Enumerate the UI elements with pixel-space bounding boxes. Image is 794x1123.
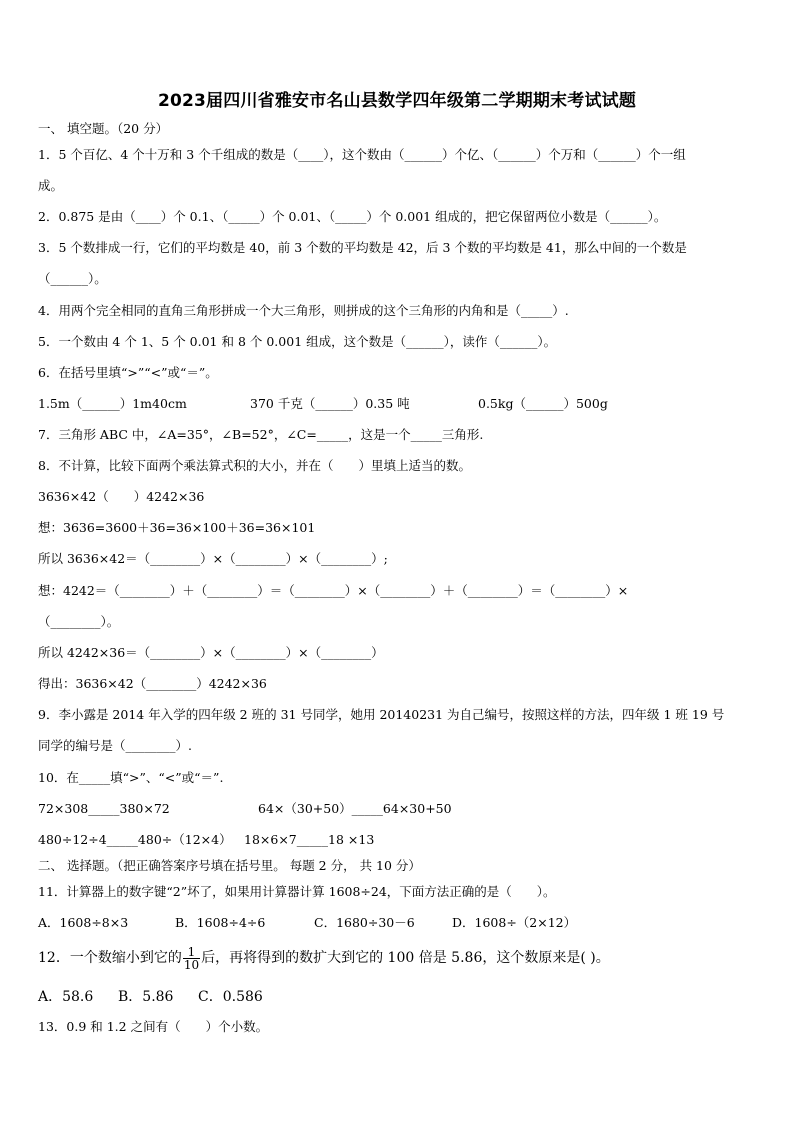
question-1-line-1: 1．5 个百亿、4 个十万和 3 个千组成的数是（____），这个数由（______）个亿、（______）个万和（______）个一组 [38,147,686,162]
question-10-item-4: 18×6×7_____18 ×13 [244,832,375,847]
question-4: 4．用两个完全相同的直角三角形拼成一个大三角形，则拼成的这个三角形的内角和是（_____）. [38,303,569,318]
question-10-item-1: 72×308_____380×72 [38,801,170,816]
question-6: 6．在括号里填“>”“<”或“＝”。 [38,365,218,380]
question-10-item-2: 64×（30+50）_____64×30+50 [258,801,452,816]
question-11-option-a: A．1608÷8×3 [38,915,129,930]
question-8-line-6: 所以 4242×36＝（________）×（________）×（________） [38,645,384,660]
question-11-option-c: C．1680÷30－6 [314,915,415,930]
question-11-option-d: D．1608÷（2×12） [452,915,577,930]
fraction-one-tenth [183,946,200,971]
question-7: 7．三角形 ABC 中，∠A=35°，∠B=52°，∠C=_____，这是一个_____三角形. [38,427,484,442]
question-1-line-2: 成。 [38,178,64,193]
question-9-line-1: 9．李小露是 2014 年入学的四年级 2 班的 31 号同学，她用 20140231 为自己编号，按照这样的方法，四年级 1 班 19 号 [38,707,725,722]
fraction-numerator: 1 [183,946,200,959]
question-11: 11．计算器上的数字键“2”坏了，如果用计算器计算 1608÷24，下面方法正确的是（ ）。 [38,884,556,899]
question-11-option-b: B．1608÷4÷6 [175,915,266,930]
question-12-option-c: C．0.586 [198,989,263,1005]
question-10: 10．在_____填“>”、“<”或“＝”. [38,770,224,785]
question-3-line-2: （______）。 [38,271,107,286]
section-heading-multiple-choice: 二、 选择题。（把正确答案序号填在括号里。 每题 2 分， 共 10 分） [38,858,421,873]
question-5: 5．一个数由 4 个 1、5 个 0.01 和 8 个 0.001 组成，这个数是（______），读作（______）。 [38,334,557,349]
question-9-line-2: 同学的编号是（________）. [38,738,192,753]
question-12-option-a: A．58.6 [38,989,94,1005]
question-10-item-3: 480÷12÷4_____480÷（12×4） [38,832,232,847]
question-12 [38,943,610,973]
question-2: 2．0.875 是由（____）个 0.1、（_____）个 0.01、（_____）个 0.001 组成的，把它保留两位小数是（______）。 [38,209,667,224]
question-6-item-1: 1.5m（______）1m40cm [38,396,187,411]
question-8-line-3: 所以 3636×42＝（________）×（________）×（________）; [38,551,388,566]
question-12-option-b: B．5.86 [118,989,174,1005]
question-3-line-1: 3．5 个数排成一行，它们的平均数是 40，前 3 个数的平均数是 42，后 3 个数的平均数是 41，那么中间的一个数是 [38,240,687,255]
question-8-line-2: 想：3636=3600＋36=36×100＋36=36×101 [38,520,316,535]
question-12-text-before: 12．一个数缩小到它的 [38,950,182,966]
fraction-denominator: 10 [183,957,200,972]
section-heading-fill-blank: 一、 填空题。（20 分） [38,121,169,136]
question-12-text-after: 后，再将得到的数扩大到它的 100 倍是 5.86，这个数原来是( )。 [201,950,610,966]
question-8-line-4: 想：4242＝（________）＋（________）＝（________）×（________）＋（________）＝（________）× [38,583,629,598]
question-8-line-5: （________）。 [38,614,120,629]
question-6-item-3: 0.5kg（______）500g [478,396,608,411]
question-8: 8．不计算，比较下面两个乘法算式积的大小，并在（ ）里填上适当的数。 [38,458,471,473]
page-title: 2023届四川省雅安市名山县数学四年级第二学期期末考试试题 [157,91,637,111]
question-13: 13．0.9 和 1.2 之间有（ ）个小数。 [38,1019,269,1034]
question-6-item-2: 370 千克（______）0.35 吨 [250,396,410,411]
question-8-line-1: 3636×42（ ）4242×36 [38,489,205,504]
question-8-line-7: 得出：3636×42（________）4242×36 [38,676,267,691]
